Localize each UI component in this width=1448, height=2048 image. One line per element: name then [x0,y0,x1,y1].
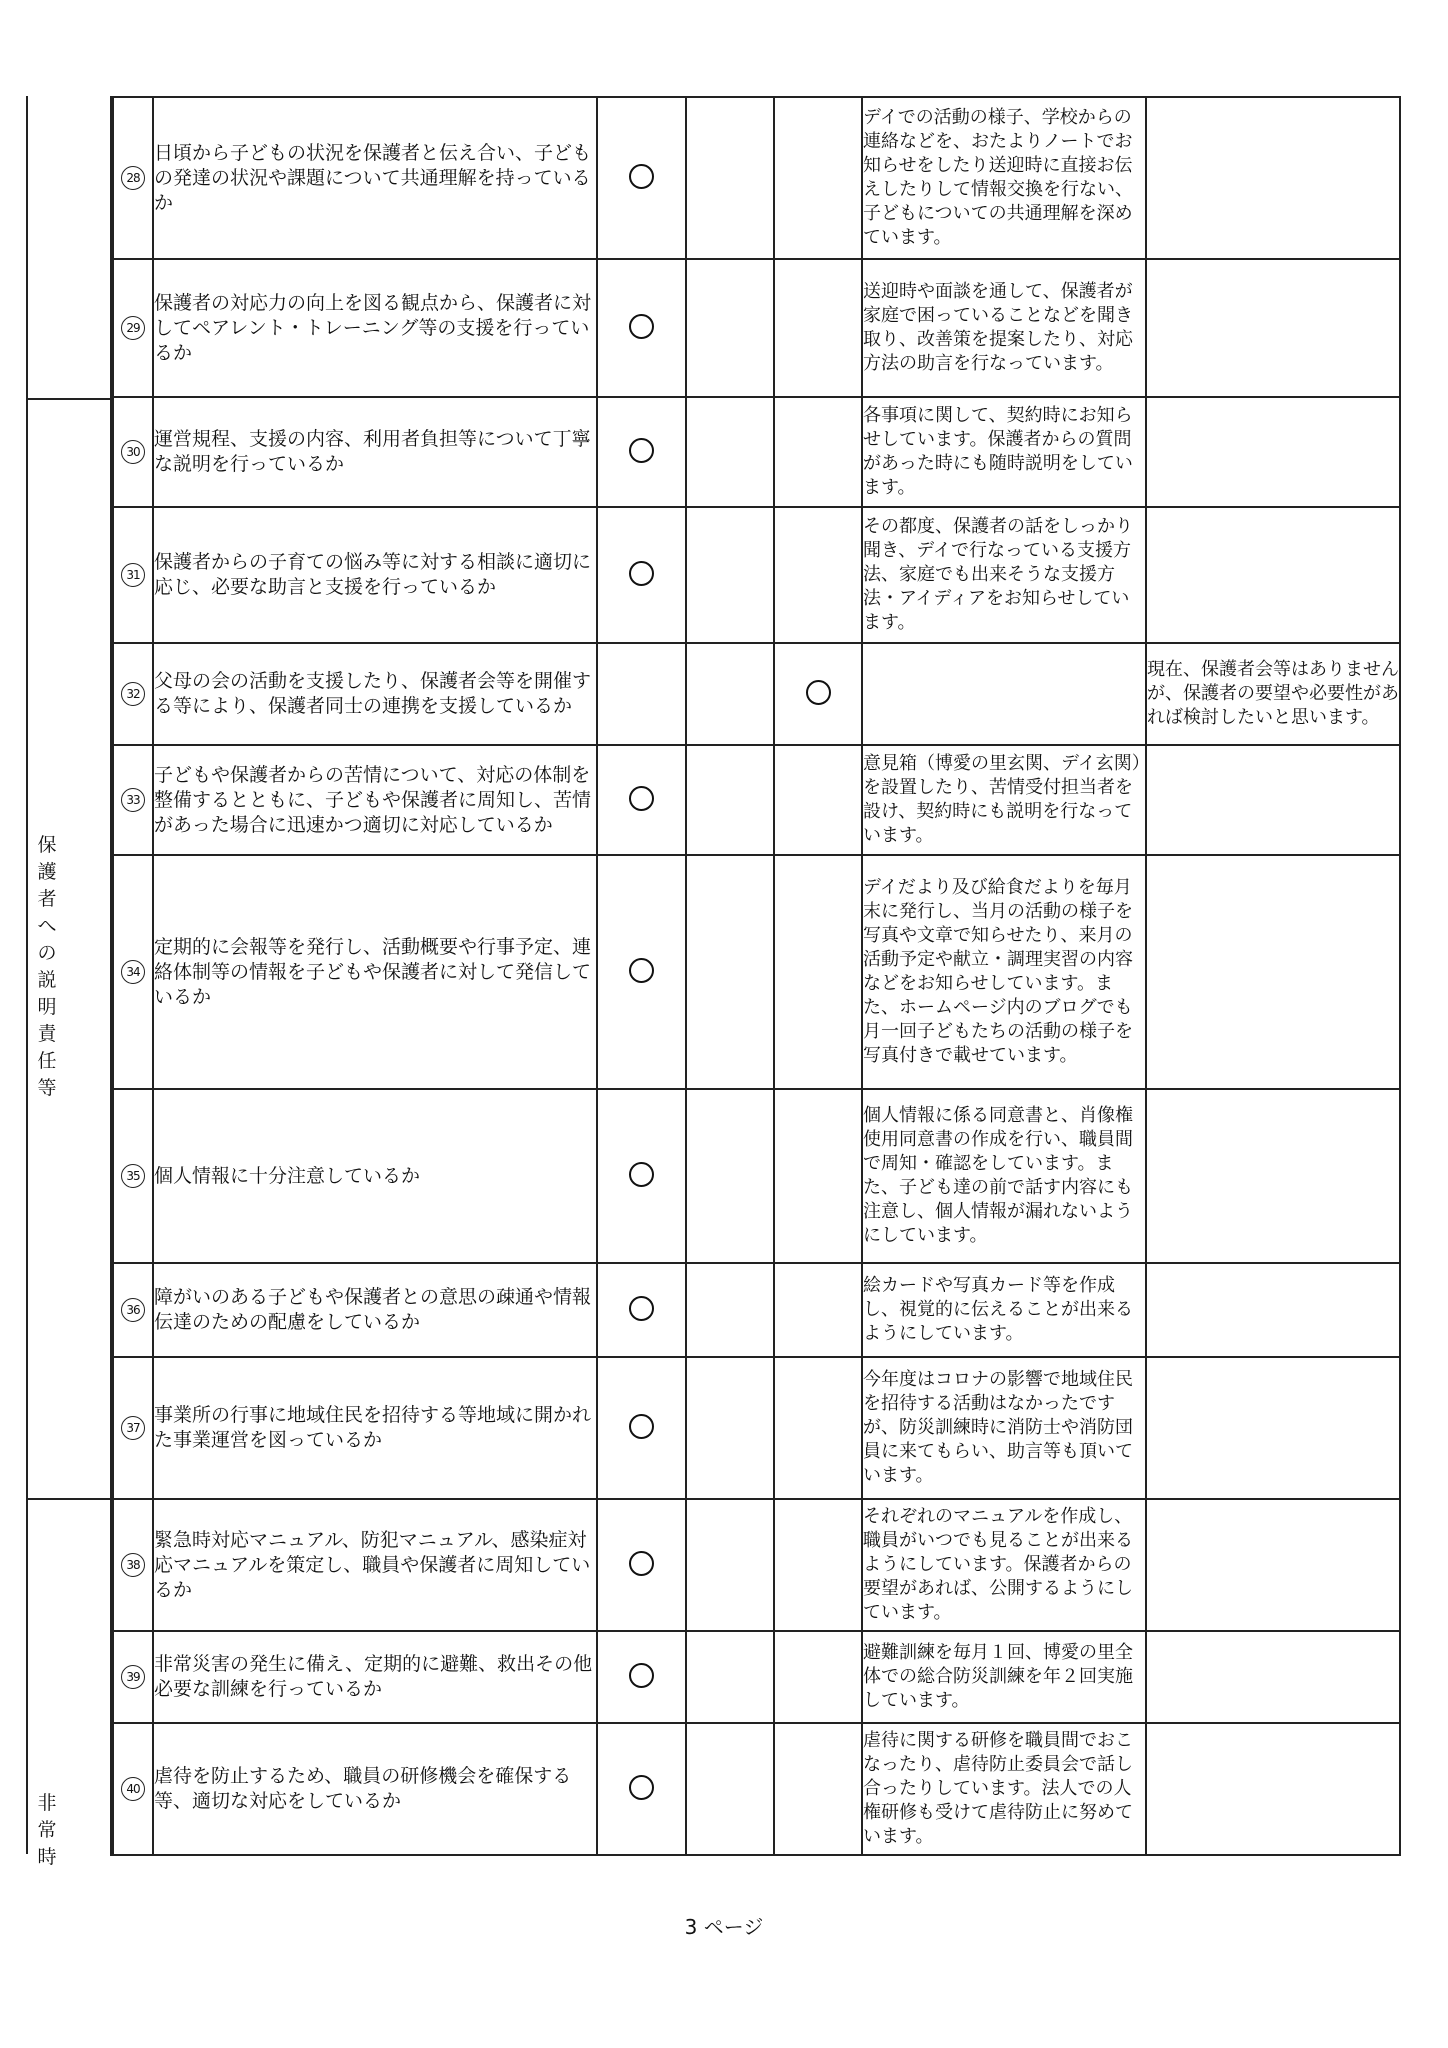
item-text-cell [153,259,597,397]
note-text: 虐待に関する研修を職員間でおこなったり、虐待防止委員会で話し合ったりしています。法人での人権研修も受けて虐待防止に努めています。 [863,1730,1133,1847]
table-row [111,1631,1400,1723]
mark-neutral-cell [686,1723,774,1855]
table-row [111,507,1400,643]
item-number: 33 [121,788,145,812]
note-cell [862,97,1146,259]
mark-yes-cell [597,643,686,745]
circle-mark-icon [629,438,654,463]
remark-cell [1146,397,1400,507]
mark-yes-cell [597,397,686,507]
item-text: 保護者からの子育ての悩み等に対する相談に適切に応じ、必要な助言と支援を行っているか [154,551,592,598]
mark-yes-cell [597,1723,686,1855]
item-text: 障がいのある子どもや保護者との意思の疎通や情報伝達のための配慮をしているか [154,1286,592,1333]
item-number: 38 [121,1553,145,1577]
note-cell [862,1357,1146,1499]
mark-neutral-cell [686,1499,774,1631]
mark-no-cell [774,1357,862,1499]
table-row [111,1263,1400,1357]
circle-mark-icon [629,1162,654,1187]
note-cell [862,745,1146,855]
circle-mark-icon [629,958,654,983]
mark-no-cell [774,1089,862,1263]
mark-yes-cell [597,1089,686,1263]
item-text: 日頃から子どもの状況を保護者と伝え合い、子どもの発達の状況や課題について共通理解を持っているか [154,141,592,214]
category-label-explanation: 保護者への説明責任等 [37,834,57,1099]
mark-no-cell [774,855,862,1089]
item-number: 40 [121,1777,145,1801]
circle-mark-icon [629,786,654,811]
circle-mark-icon [629,164,654,189]
item-text: 事業所の行事に地域住民を招待する等地域に開かれた事業運営を図っているか [154,1404,592,1451]
item-number-cell [113,1631,153,1723]
table-row [111,1357,1400,1499]
circle-mark-icon [629,561,654,586]
note-text: デイだより及び給食だよりを毎月末に発行し、当月の活動の様子を写真や文章で知らせたり、来月の活動予定や献立・調理実習の内容などをお知らせしています。また、ホームページ内のブログでも月一回子どもたちの活動の様子を写真付きで載せています。 [863,877,1133,1066]
mark-no-cell [774,745,862,855]
remark-cell [1146,259,1400,397]
circle-mark-icon [629,1663,654,1688]
table-row [111,855,1400,1089]
item-number-cell [113,1089,153,1263]
note-cell [862,1723,1146,1855]
item-text-cell [153,507,597,643]
item-text: 定期的に会報等を発行し、活動概要や行事予定、連絡体制等の情報を子どもや保護者に対して発信しているか [154,935,592,1008]
note-cell [862,1499,1146,1631]
remark-cell [1146,1499,1400,1631]
item-text: 運営規程、支援の内容、利用者負担等について丁寧な説明を行っているか [154,428,591,475]
mark-no-cell [774,643,862,745]
item-text-cell [153,855,597,1089]
remark-cell [1146,855,1400,1089]
mark-no-cell [774,507,862,643]
note-text: 送迎時や面談を通して、保護者が家庭で困っていることなどを聞き取り、改善策を提案したり、対応方法の助言を行なっています。 [863,281,1133,374]
table-row [111,1499,1400,1631]
item-text-cell [153,1263,597,1357]
circle-mark-icon [806,680,831,705]
mark-neutral-cell [686,1089,774,1263]
item-number: 28 [121,166,145,190]
item-text: 虐待を防止するため、職員の研修機会を確保する等、適切な対応をしているか [154,1765,572,1812]
remark-cell [1146,745,1400,855]
note-text: 個人情報に係る同意書と、肖像権使用同意書の作成を行い、職員間で周知・確認をしています。また、子ども達の前で話す内容にも注意し、個人情報が漏れないようにしています。 [863,1105,1133,1246]
note-text: 今年度はコロナの影響で地域住民を招待する活動はなかったですが、防災訓練時に消防士や消防団員に来てもらい、助言等も頂いています。 [863,1369,1133,1486]
mark-yes-cell [597,97,686,259]
item-number-cell [113,1263,153,1357]
evaluation-rows [111,97,1400,1855]
item-number: 30 [121,440,145,464]
table-row [111,397,1400,507]
mark-neutral-cell [686,643,774,745]
table-row [111,1723,1400,1855]
remark-cell [1146,1263,1400,1357]
circle-mark-icon [629,314,654,339]
note-cell [862,643,1146,745]
circle-mark-icon [629,1551,654,1576]
mark-yes-cell [597,1631,686,1723]
evaluation-table [110,96,1401,1856]
mark-no-cell [774,1631,862,1723]
mark-neutral-cell [686,745,774,855]
mark-yes-cell [597,855,686,1089]
item-text-cell [153,643,597,745]
circle-mark-icon [629,1775,654,1800]
note-text: 絵カードや写真カード等を作成し、視覚的に伝えることが出来るようにしています。 [863,1275,1133,1344]
note-text: その都度、保護者の話をしっかり聞き、デイで行なっている支援方法、家庭でも出来そうな支援方法・アイディアをお知らせしています。 [863,516,1133,633]
mark-yes-cell [597,259,686,397]
remark-cell [1146,643,1400,745]
mark-neutral-cell [686,1357,774,1499]
note-text: それぞれのマニュアルを作成し、職員がいつでも見ることが出来るようにしています。保護者からの要望があれば、公開するようにしています。 [863,1506,1133,1623]
category-divider [26,398,110,400]
item-number-cell [113,1499,153,1631]
item-text-cell [153,1723,597,1855]
category-border [26,96,28,1854]
item-number: 37 [121,1416,145,1440]
mark-no-cell [774,1723,862,1855]
mark-no-cell [774,97,862,259]
item-text: 個人情報に十分注意しているか [154,1164,421,1187]
remark-cell [1146,1089,1400,1263]
item-number: 31 [121,563,145,587]
mark-yes-cell [597,1357,686,1499]
item-number-cell [113,259,153,397]
mark-neutral-cell [686,259,774,397]
note-cell [862,1631,1146,1723]
note-cell [862,397,1146,507]
item-text-cell [153,97,597,259]
remark-cell [1146,507,1400,643]
mark-no-cell [774,1499,862,1631]
category-divider [26,1498,110,1500]
item-number: 39 [121,1665,145,1689]
mark-yes-cell [597,1263,686,1357]
item-number: 35 [121,1164,145,1188]
item-number: 32 [121,682,145,706]
note-cell [862,1263,1146,1357]
mark-neutral-cell [686,397,774,507]
note-cell [862,259,1146,397]
mark-neutral-cell [686,1631,774,1723]
page-number: 3 ページ [684,1915,764,1939]
item-number-cell [113,397,153,507]
item-text-cell [153,1089,597,1263]
mark-neutral-cell [686,855,774,1089]
category-label-emergency: 非常時 [37,1792,57,1868]
item-number: 36 [121,1298,145,1322]
mark-no-cell [774,259,862,397]
item-number: 34 [121,960,145,984]
item-number: 29 [121,316,145,340]
item-number-cell [113,97,153,259]
item-number-cell [113,1723,153,1855]
table-row [111,745,1400,855]
mark-yes-cell [597,745,686,855]
item-text: 緊急時対応マニュアル、防犯マニュアル、感染症対応マニュアルを策定し、職員や保護者に周知しているか [154,1528,591,1601]
mark-yes-cell [597,507,686,643]
note-text: 意見箱（博愛の里玄関、デイ玄関）を設置したり、苦情受付担当者を設け、契約時にも説明を行なっています。 [863,753,1141,846]
item-number-cell [113,1357,153,1499]
item-text: 父母の会の活動を支援したり、保護者会等を開催する等により、保護者同士の連携を支援しているか [154,670,592,717]
item-number-cell [113,507,153,643]
mark-neutral-cell [686,507,774,643]
remark-cell [1146,1357,1400,1499]
mark-yes-cell [597,1499,686,1631]
mark-neutral-cell [686,1263,774,1357]
item-number-cell [113,855,153,1089]
circle-mark-icon [629,1296,654,1321]
item-text: 保護者の対応力の向上を図る観点から、保護者に対してペアレント・トレーニング等の支援を行っているか [154,291,592,364]
table-row [111,97,1400,259]
item-number-cell [113,745,153,855]
note-text: デイでの活動の様子、学校からの連絡などを、おたよりノートでお知らせをしたり送迎時に直接お伝えしたりして情報交換を行ない、子どもについての共通理解を深めています。 [863,107,1133,248]
note-text: 各事項に関して、契約時にお知らせしています。保護者からの質問があった時にも随時説明をしています。 [863,405,1133,498]
note-cell [862,1089,1146,1263]
item-text-cell [153,1357,597,1499]
item-text-cell [153,1631,597,1723]
table-row [111,259,1400,397]
circle-mark-icon [629,1414,654,1439]
item-number-cell [113,643,153,745]
remark-text: 現在、保護者会等はありませんが、保護者の要望や必要性があれば検討したいと思います。 [1147,659,1399,728]
item-text-cell [153,745,597,855]
remark-cell [1146,1723,1400,1855]
remark-cell [1146,1631,1400,1723]
note-text: 避難訓練を毎月１回、博愛の里全体での総合防災訓練を年２回実施しています。 [863,1642,1133,1711]
mark-no-cell [774,1263,862,1357]
table-row [111,1089,1400,1263]
item-text-cell [153,1499,597,1631]
mark-neutral-cell [686,97,774,259]
note-cell [862,855,1146,1089]
table-row [111,643,1400,745]
remark-cell [1146,97,1400,259]
note-cell [862,507,1146,643]
item-text-cell [153,397,597,507]
item-text: 非常災害の発生に備え、定期的に避難、救出その他必要な訓練を行っているか [154,1653,593,1700]
item-text: 子どもや保護者からの苦情について、対応の体制を整備するとともに、子どもや保護者に周知し、苦情があった場合に迅速かつ適切に対応しているか [154,763,592,836]
mark-no-cell [774,397,862,507]
